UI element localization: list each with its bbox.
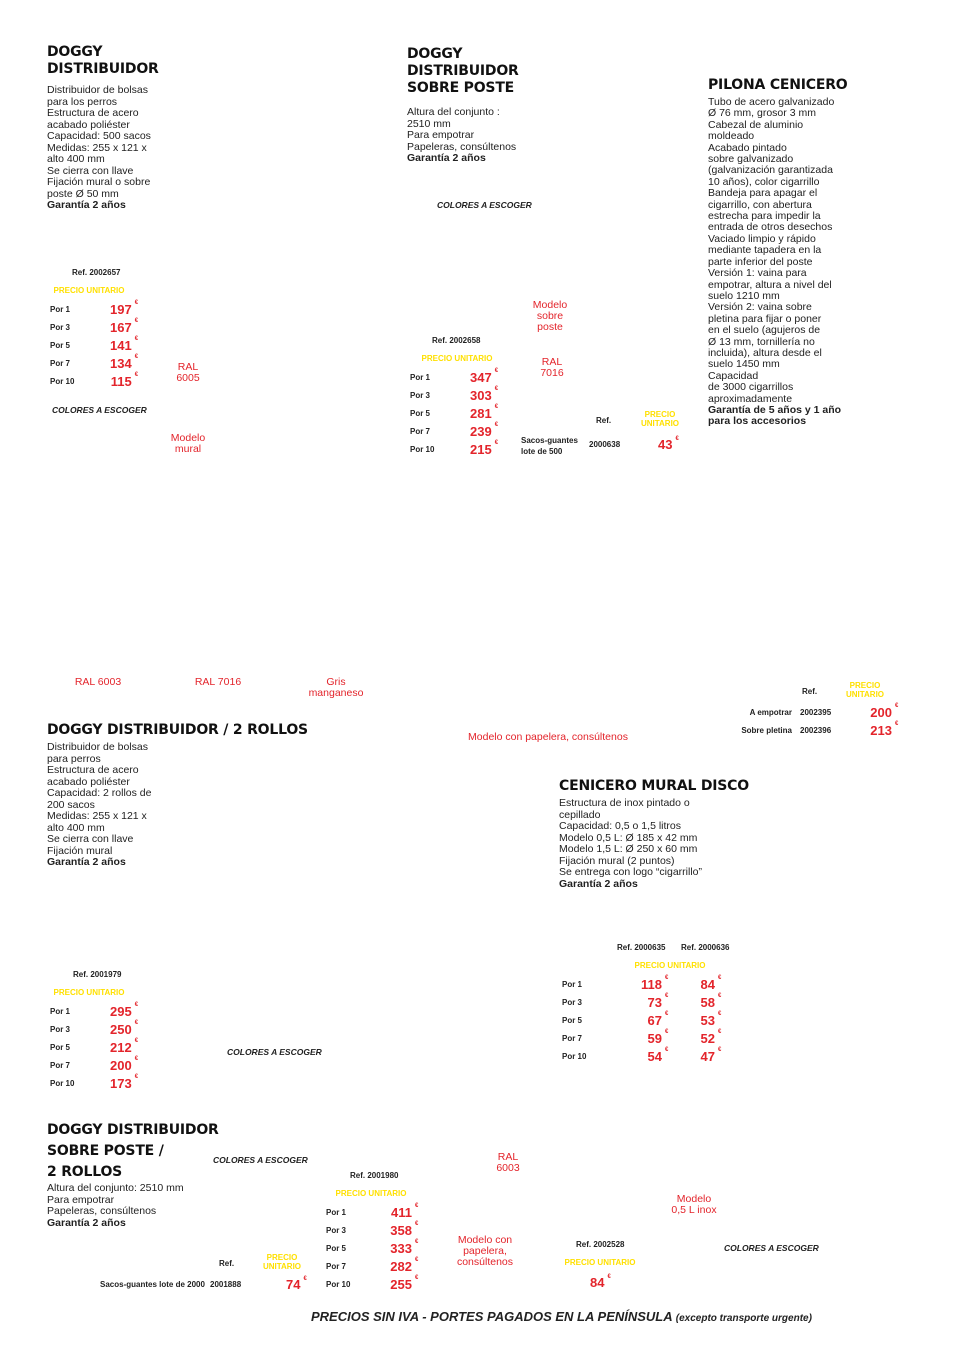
title-line: DISTRIBUIDOR	[47, 61, 159, 77]
price-value: 215	[470, 441, 492, 457]
colors-choose-label: COLORES A ESCOGER	[227, 1047, 322, 1057]
precio-line: PRECIO	[849, 681, 881, 690]
price-value: 295	[110, 1003, 132, 1019]
title-line: SOBRE POSTE	[407, 80, 515, 96]
color-line: Gris	[326, 676, 346, 688]
euro-symbol: €	[415, 1257, 419, 1263]
title-line: DISTRIBUIDOR	[407, 63, 519, 79]
price-value: 47	[700, 1048, 715, 1064]
euro-symbol: €	[895, 703, 899, 709]
qty-label: Por 7	[326, 1261, 347, 1271]
euro-symbol: €	[415, 1275, 419, 1281]
price-value: 52	[700, 1030, 715, 1046]
product-title-doggy-poste-2-rollos	[47, 1120, 219, 1183]
price-value: 333	[390, 1240, 412, 1256]
qty-label: Por 7	[50, 1060, 71, 1070]
desc-line: Modelo 0,5 L: Ø 185 x 42 mm	[559, 831, 698, 844]
price-value: 58	[700, 994, 715, 1010]
ral-line: 7016	[540, 367, 564, 379]
price-row	[50, 318, 138, 336]
desc-line: Fijación mural (2 puntos)	[559, 854, 675, 867]
title-line: DOGGY	[47, 44, 103, 60]
price-value: 84	[700, 976, 715, 992]
desc-line: de 3000 cigarrillos	[708, 381, 794, 394]
product-ref: Ref. 2001979	[73, 970, 122, 979]
title-line: 2 ROLLOS	[47, 1164, 123, 1180]
desc-line: Se cierra con llave	[47, 164, 134, 177]
color-ral-7016: RAL 7016	[194, 676, 242, 688]
price-value: 173	[110, 1075, 132, 1091]
qty-label: Por 1	[50, 1006, 71, 1016]
qty-label: Por 3	[326, 1225, 347, 1235]
unit-price-label: PRECIO UNITARIO	[634, 961, 706, 970]
product-price	[590, 1274, 611, 1292]
desc-line: en el suelo (agujeros de	[708, 324, 821, 337]
euro-symbol: €	[134, 354, 139, 360]
price-value: 255	[390, 1276, 412, 1292]
desc-line: Ø 13 mm, tornillería no	[708, 335, 815, 348]
product-ref: Ref. 2002528	[576, 1240, 625, 1249]
price-row	[326, 1239, 418, 1257]
price-row	[326, 1221, 418, 1239]
price-row	[562, 975, 721, 993]
model-line: Modelo	[170, 432, 206, 444]
colors-choose-label: COLORES A ESCOGER	[213, 1155, 308, 1165]
qty-label: Por 3	[562, 997, 583, 1007]
price-row	[410, 404, 498, 422]
desc-line: Se entrega con logo “cigarrillo”	[559, 866, 702, 878]
model-line: poste	[537, 321, 563, 333]
qty-label: Por 1	[50, 304, 71, 314]
price-value: 74	[286, 1277, 301, 1292]
qty-label: Por 7	[50, 358, 71, 368]
color-ral-label	[168, 362, 208, 384]
model-papelera-note	[448, 1235, 522, 1268]
desc-line: 2510 mm	[407, 117, 451, 130]
unit-price-label	[840, 681, 890, 699]
footer-main: PRECIOS SIN IVA - PORTES PAGADOS EN LA PENÍNSULA	[311, 1309, 673, 1324]
desc-line: 200 sacos	[47, 798, 95, 811]
price-value: 250	[110, 1021, 132, 1037]
desc-line: estrecha para impedir la	[708, 210, 821, 223]
euro-symbol: €	[303, 1276, 307, 1282]
desc-line: Acabado pintado	[708, 141, 787, 154]
ref-value: 2002396	[800, 725, 832, 735]
desc-line: Versión 2: vaina sobre	[708, 301, 812, 314]
unit-price-label: PRECIO UNITARIO	[335, 1189, 407, 1198]
euro-symbol: €	[134, 1020, 139, 1026]
ral-line: 6003	[496, 1162, 520, 1174]
price-value: 53	[700, 1012, 715, 1028]
desc-line: alto 400 mm	[47, 153, 105, 165]
ral-line: 6005	[176, 372, 200, 384]
qty-label: Por 10	[562, 1051, 587, 1061]
euro-symbol: €	[494, 404, 499, 410]
desc-line: Papeleras, consúltenos	[47, 1205, 157, 1217]
qty-label: Por 10	[50, 376, 75, 386]
euro-symbol: €	[665, 1011, 669, 1017]
footer-small: (excepto transporte urgente)	[675, 1313, 812, 1324]
price-row	[700, 703, 898, 721]
euro-symbol: €	[134, 1056, 139, 1062]
version-label: A empotrar	[749, 707, 792, 717]
desc-line: mediante tapadera en la	[708, 244, 822, 257]
desc-line: Para empotrar	[47, 1193, 115, 1206]
price-row	[562, 1011, 721, 1029]
desc-line: Tubo de acero galvanizado	[708, 96, 835, 108]
price-row	[326, 1275, 418, 1293]
desc-line: sobre galvanizado	[708, 153, 794, 166]
price-value: 239	[470, 423, 492, 439]
qty-label: Por 7	[410, 426, 431, 436]
qty-label: Por 5	[50, 1042, 71, 1052]
desc-line: Modelo 1,5 L: Ø 250 x 60 mm	[559, 843, 698, 855]
product-title-pilona: PILONA CENICERO	[708, 77, 848, 93]
euro-symbol: €	[718, 975, 722, 981]
desc-line: Se cierra con llave	[47, 833, 134, 845]
ral-line: RAL	[497, 1151, 519, 1163]
qty-label: Por 1	[410, 372, 431, 382]
color-gris-manganeso	[300, 677, 372, 699]
qty-label: Por 1	[562, 979, 583, 989]
colors-choose-label: COLORES A ESCOGER	[437, 200, 532, 210]
price-table	[50, 300, 138, 390]
desc-line: aproximadamente	[708, 392, 793, 405]
price-row	[50, 336, 138, 354]
model-label	[524, 300, 576, 333]
price-row	[562, 1029, 721, 1047]
desc-line: (galvanización garantizada	[708, 164, 833, 177]
euro-symbol: €	[415, 1239, 419, 1245]
guarantee-text: Garantía 2 años	[407, 152, 486, 164]
price-value: 347	[470, 369, 492, 385]
price-value: 115	[110, 373, 132, 389]
title-line: DOGGY	[407, 46, 463, 62]
price-value: 197	[110, 301, 132, 317]
qty-label: Por 10	[326, 1279, 351, 1289]
product-description	[47, 85, 151, 212]
desc-line: Versión 1: vaina para	[708, 267, 807, 280]
price-row	[50, 1056, 138, 1074]
accessory-price	[658, 436, 679, 454]
note-line: consúltenos	[456, 1256, 514, 1268]
precio-line: UNITARIO	[640, 419, 680, 428]
product-title-doggy-poste	[407, 46, 519, 97]
model-line: Modelo	[676, 1193, 712, 1205]
model-line: mural	[174, 443, 202, 455]
desc-line: pletina para fijar o poner	[708, 312, 822, 325]
product-description	[559, 798, 702, 890]
desc-line: moldeado	[708, 130, 755, 143]
euro-symbol: €	[494, 368, 499, 374]
price-value: 282	[390, 1258, 412, 1274]
guarantee-text: para los accesorios	[708, 415, 807, 428]
desc-line: Capacidad: 500 sacos	[47, 130, 151, 142]
price-value: 200	[870, 704, 892, 720]
qty-label: Por 5	[562, 1015, 583, 1025]
color-line: manganeso	[308, 687, 364, 699]
price-value: 141	[110, 337, 132, 353]
desc-line: Medidas: 255 x 121 x	[47, 810, 147, 822]
desc-line: acabado poliéster	[47, 118, 130, 131]
ral-line: RAL	[541, 356, 563, 368]
price-value: 54	[647, 1048, 662, 1064]
unit-price-label: PRECIO UNITARIO	[564, 1258, 636, 1267]
price-table	[562, 975, 721, 1065]
price-row	[50, 354, 138, 372]
desc-line: Estructura de acero	[47, 764, 139, 776]
ral-line: RAL	[177, 361, 199, 373]
product-ref-a: Ref. 2000635	[617, 943, 666, 952]
product-title-doggy	[47, 44, 159, 78]
color-ral-label	[532, 357, 572, 379]
desc-line: Estructura de acero	[47, 107, 139, 119]
euro-symbol: €	[895, 721, 899, 727]
product-description	[708, 97, 841, 428]
qty-label: Por 7	[562, 1033, 583, 1043]
price-row	[50, 1020, 138, 1038]
product-title-cenicero-mural: CENICERO MURAL DISCO	[559, 778, 749, 794]
unit-price-label: PRECIO UNITARIO	[53, 286, 125, 295]
title-line: SOBRE POSTE /	[47, 1143, 164, 1159]
price-value: 212	[110, 1039, 132, 1055]
price-row	[562, 1047, 721, 1065]
note-line: papelera,	[463, 1245, 507, 1257]
desc-line: Fijación mural	[47, 844, 113, 857]
desc-line: Bandeja para apagar el	[708, 187, 818, 200]
qty-label: Por 10	[50, 1078, 75, 1088]
unit-price-label	[258, 1253, 306, 1271]
euro-symbol: €	[134, 372, 139, 378]
accessory-price	[286, 1276, 307, 1294]
desc-line: Altura del conjunto :	[407, 106, 500, 118]
price-value: 118	[641, 976, 662, 992]
accessory-label: Sacos-guantes lote de 2000	[100, 1280, 205, 1289]
guarantee-text: Garantía 2 años	[559, 877, 638, 890]
ref-column-header: Ref.	[802, 687, 818, 696]
precio-line: UNITARIO	[262, 1262, 302, 1271]
euro-symbol: €	[134, 1074, 139, 1080]
euro-symbol: €	[494, 386, 499, 392]
colors-choose-label: COLORES A ESCOGER	[724, 1243, 819, 1253]
product-description	[47, 1183, 184, 1229]
desc-line: Capacidad	[708, 369, 759, 382]
colors-choose-label: COLORES A ESCOGER	[52, 405, 147, 415]
qty-label: Por 3	[50, 322, 71, 332]
product-ref: Ref. 2002658	[432, 336, 481, 345]
desc-line: Vaciado limpio y rápido	[708, 232, 816, 245]
euro-symbol: €	[675, 436, 679, 442]
qty-label: Por 10	[410, 444, 435, 454]
product-ref-b: Ref. 2000636	[681, 943, 730, 952]
desc-line: cepillado	[559, 808, 601, 821]
price-table	[700, 703, 898, 739]
euro-symbol: €	[718, 1047, 722, 1053]
desc-line: para perros	[47, 752, 101, 765]
guarantee-text: Garantía 2 años	[47, 199, 126, 211]
euro-symbol: €	[665, 1029, 669, 1035]
price-value: 67	[647, 1012, 662, 1028]
desc-line: Estructura de inox pintado o	[559, 797, 690, 809]
guarantee-text: Garantía 2 años	[47, 1216, 126, 1229]
desc-line: cigarrillo, con abertura	[708, 198, 812, 211]
price-row	[50, 1002, 138, 1020]
ref-value: 2002395	[800, 707, 832, 717]
desc-line: para los perros	[47, 95, 118, 108]
price-table	[410, 368, 498, 458]
desc-line: Medidas: 255 x 121 x	[47, 141, 147, 154]
product-description	[407, 107, 516, 165]
desc-line: Distribuidor de bolsas	[47, 741, 148, 753]
desc-line: empotrar, altura a nivel del	[708, 278, 832, 291]
price-value: 134	[110, 355, 132, 371]
desc-line: incluida), altura desde el	[708, 346, 822, 359]
precio-line: UNITARIO	[845, 690, 885, 699]
qty-label: Por 5	[326, 1243, 347, 1253]
product-ref: Ref. 2002657	[72, 268, 121, 277]
desc-line: parte inferior del poste	[708, 255, 813, 268]
price-row	[50, 372, 138, 390]
title-line: DOGGY DISTRIBUIDOR	[47, 1122, 219, 1138]
model-label	[160, 433, 216, 455]
desc-line: Capacidad: 0,5 o 1,5 litros	[559, 820, 681, 832]
euro-symbol: €	[718, 1011, 722, 1017]
euro-symbol: €	[665, 1047, 669, 1053]
desc-line: Capacidad: 2 rollos de	[47, 787, 152, 799]
price-value: 411	[391, 1204, 412, 1220]
price-value: 200	[110, 1057, 132, 1073]
guarantee-text: Garantía de 5 años y 1 año	[708, 403, 842, 416]
euro-symbol: €	[494, 422, 499, 428]
desc-line: Distribuidor de bolsas	[47, 84, 148, 96]
accessory-line: Sacos-guantes	[521, 436, 578, 445]
euro-symbol: €	[134, 1002, 139, 1008]
qty-label: Por 3	[410, 390, 431, 400]
price-row	[326, 1257, 418, 1275]
accessory-label	[521, 435, 578, 457]
accessory-ref: 2001888	[210, 1280, 242, 1289]
footer-note	[311, 1309, 812, 1324]
desc-line: suelo 1450 mm	[708, 358, 780, 371]
desc-line: suelo 1210 mm	[708, 289, 780, 302]
euro-symbol: €	[134, 318, 139, 324]
version-label: Sobre pletina	[741, 725, 792, 735]
price-row	[410, 368, 498, 386]
euro-symbol: €	[415, 1203, 419, 1209]
euro-symbol: €	[665, 975, 669, 981]
accessory-line: lote de 500	[521, 447, 563, 456]
precio-line: PRECIO	[644, 410, 676, 419]
qty-label: Por 5	[50, 340, 71, 350]
price-row	[562, 993, 721, 1011]
price-table	[326, 1203, 418, 1293]
price-row	[410, 440, 498, 458]
price-value: 358	[390, 1222, 412, 1238]
desc-line: acabado poliéster	[47, 775, 130, 788]
price-value: 303	[470, 387, 492, 403]
qty-label: Por 5	[410, 408, 431, 418]
desc-line: Papeleras, consúltenos	[407, 140, 517, 153]
note-line: Modelo con	[457, 1234, 513, 1246]
price-value: 281	[470, 405, 492, 421]
price-value: 59	[647, 1030, 662, 1046]
desc-line: Altura del conjunto: 2510 mm	[47, 1182, 184, 1194]
product-title-doggy-2-rollos: DOGGY DISTRIBUIDOR / 2 ROLLOS	[47, 722, 308, 738]
desc-line: 10 años), color cigarrillo	[708, 175, 820, 188]
model-line: sobre	[536, 310, 564, 322]
price-row	[700, 721, 898, 739]
desc-line: poste Ø 50 mm	[47, 187, 119, 200]
euro-symbol: €	[665, 993, 669, 999]
price-value: 73	[647, 994, 662, 1010]
color-ral-6003: RAL 6003	[74, 676, 122, 688]
desc-line: Para empotrar	[407, 129, 475, 141]
guarantee-text: Garantía 2 años	[47, 856, 126, 868]
product-description	[47, 742, 151, 869]
unit-price-label	[636, 410, 684, 428]
qty-label: Por 3	[50, 1024, 71, 1034]
price-value: 84	[590, 1275, 605, 1290]
price-row	[50, 1038, 138, 1056]
price-value: 213	[870, 722, 892, 738]
desc-line: Fijación mural o sobre	[47, 176, 151, 188]
euro-symbol: €	[494, 440, 499, 446]
euro-symbol: €	[134, 300, 139, 306]
product-ref: Ref. 2001980	[350, 1171, 399, 1180]
model-line: 0,5 L inox	[671, 1204, 717, 1216]
euro-symbol: €	[134, 1038, 139, 1044]
price-table	[50, 1002, 138, 1092]
desc-line: entrada de otros desechos	[708, 221, 833, 234]
euro-symbol: €	[415, 1221, 419, 1227]
price-value: 43	[658, 437, 673, 452]
desc-line: Cabezal de aluminio	[708, 118, 804, 131]
desc-line: alto 400 mm	[47, 821, 105, 834]
model-label	[660, 1194, 728, 1216]
qty-label: Por 1	[326, 1207, 347, 1217]
unit-price-label: PRECIO UNITARIO	[53, 988, 125, 997]
accessory-ref: 2000638	[589, 440, 621, 449]
price-row	[410, 386, 498, 404]
desc-line: Ø 76 mm, grosor 3 mm	[708, 107, 816, 120]
euro-symbol: €	[718, 993, 722, 999]
accessory-ref-label: Ref.	[596, 416, 612, 425]
accessory-ref-label: Ref.	[219, 1259, 235, 1268]
precio-line: PRECIO	[266, 1253, 298, 1262]
euro-symbol: €	[607, 1274, 611, 1280]
euro-symbol: €	[718, 1029, 722, 1035]
price-row	[410, 422, 498, 440]
price-row	[50, 300, 138, 318]
price-row	[50, 1074, 138, 1092]
color-ral-label	[488, 1152, 528, 1174]
euro-symbol: €	[134, 336, 139, 342]
price-value: 167	[110, 319, 132, 335]
unit-price-label: PRECIO UNITARIO	[421, 354, 493, 363]
model-line: Modelo	[532, 299, 568, 311]
model-papelera-note: Modelo con papelera, consúltenos	[468, 731, 628, 743]
price-row	[326, 1203, 418, 1221]
